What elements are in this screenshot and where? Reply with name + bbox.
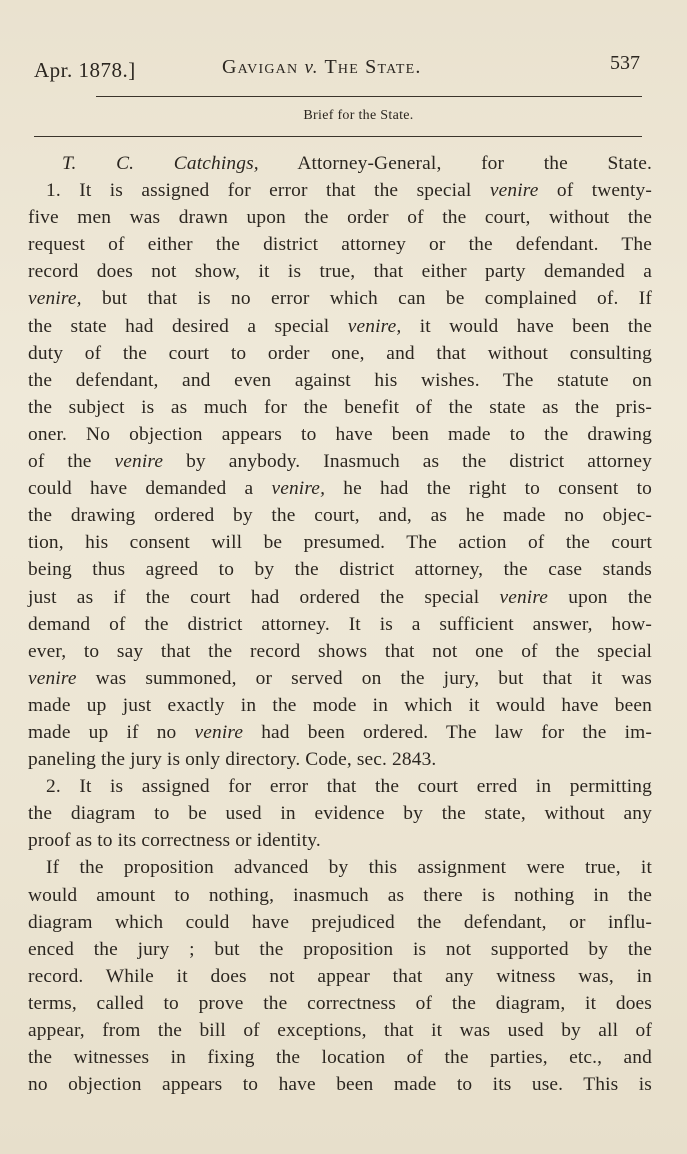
text-run: record. While it does not appear that any witness was, in: [28, 965, 652, 987]
header-title-party1: Gavigan: [222, 56, 299, 78]
text-line: [28, 231, 652, 258]
header-title-party2: The State.: [324, 56, 422, 78]
subheading-text: Brief for the State.: [303, 108, 414, 123]
text-run: 1. It is assigned for error that the special: [46, 180, 490, 202]
text-line: [28, 827, 652, 854]
text-line: [28, 556, 652, 583]
text-run: the diagram to be used in evidence by the state, without any: [28, 803, 652, 825]
header-date: Apr. 1878.]: [34, 58, 136, 82]
text-line: [28, 448, 652, 475]
text-run: 2. It is assigned for error that the court erred in permitting: [46, 776, 652, 798]
text-run: had been ordered. The law for the im-: [243, 721, 652, 743]
text-line: [28, 1071, 652, 1098]
header-rule-top: [96, 96, 642, 97]
text-run: by anybody. Inasmuch as the district attorney: [163, 451, 653, 473]
running-header: [34, 52, 646, 86]
text-line: [28, 719, 652, 746]
text-line: [28, 1017, 652, 1044]
text-run: the subject is as much for the benefit of the state as the pris-: [28, 396, 652, 418]
text-run: diagram which could have prejudiced the defendant, or influ-: [28, 911, 652, 933]
header-rule-bottom: [34, 136, 642, 137]
text-run: it would have been the: [401, 315, 652, 337]
text-line: [28, 367, 652, 394]
text-line: [28, 204, 652, 231]
text-run: the defendant, and even against his wishes. The statute on: [28, 369, 652, 391]
text-line: [28, 909, 652, 936]
text-run: If the proposition advanced by this assignment were true, it: [46, 857, 652, 879]
text-run: the witnesses in fixing the location of the parties, etc., and: [28, 1047, 652, 1069]
text-run: five men was drawn upon the order of the court, without the: [28, 207, 652, 229]
text-run: request of either the district attorney or the defendant. The: [28, 234, 652, 256]
text-line: [28, 313, 652, 340]
text-run: made up if no: [28, 721, 195, 743]
italic-run: venire: [194, 721, 244, 743]
text-run: terms, called to prove the correctness of the diagram, it does: [28, 992, 652, 1014]
text-line: [28, 882, 652, 909]
text-run: upon the: [548, 586, 652, 608]
text-run: record does not show, it is true, that either party demanded a: [28, 261, 652, 283]
text-run: of twenty-: [538, 180, 652, 202]
text-run: but that is no error which can be complained of. If: [81, 288, 652, 310]
text-line: [28, 611, 652, 638]
text-line: [28, 150, 652, 177]
text-line: [28, 773, 652, 800]
italic-run: venire: [499, 586, 549, 608]
text-line: [28, 177, 652, 204]
text-line: [28, 990, 652, 1017]
text-run: was summoned, or served on the jury, but that it was: [76, 667, 652, 689]
text-line: [28, 746, 652, 773]
section-subheading: [0, 108, 687, 124]
italic-run: venire: [114, 451, 164, 473]
text-line: [28, 800, 652, 827]
page-number: 537: [610, 52, 640, 74]
text-line: [28, 692, 652, 719]
text-run: enced the jury ; but the proposition is not supported by the: [28, 938, 652, 960]
italic-run: T. C. Catchings,: [62, 153, 259, 174]
header-case-title: [222, 56, 422, 79]
text-line: [28, 1044, 652, 1071]
text-run: of the: [28, 451, 115, 473]
text-run: the state had desired a special: [28, 315, 348, 337]
text-line: [28, 963, 652, 990]
text-run: would amount to nothing, inasmuch as there is nothing in the: [28, 884, 652, 906]
text-run: he had the right to consent to: [325, 478, 653, 500]
italic-run: venire,: [347, 315, 402, 337]
text-run: no objection appears to have been made to its use. This is: [28, 1074, 652, 1096]
text-line: [28, 502, 652, 529]
text-run: demand of the district attorney. It is a sufficient answer, how-: [28, 613, 652, 635]
text-run: appear, from the bill of exceptions, that it was used by all of: [28, 1020, 652, 1041]
text-run: proof as to its correctness or identity.: [28, 830, 321, 852]
text-run: duty of the court to order one, and that without consulting: [28, 342, 652, 364]
italic-run: venire: [489, 180, 539, 202]
italic-run: venire,: [28, 288, 82, 310]
text-run: Attorney-General, for the State.: [258, 153, 652, 174]
text-line: [28, 854, 652, 881]
text-run: tion, his consent will be presumed. The action of the court: [28, 532, 652, 554]
text-line: [28, 421, 652, 448]
text-run: being thus agreed to by the district attorney, the case stands: [28, 559, 652, 581]
text-run: just as if the court had ordered the special: [28, 586, 500, 608]
text-line: [28, 529, 652, 556]
text-line: [28, 340, 652, 367]
italic-run: venire,: [271, 478, 326, 500]
text-line: [28, 475, 652, 502]
text-line: [28, 936, 652, 963]
text-run: ever, to say that the record shows that not one of the special: [28, 640, 652, 662]
text-line: [28, 638, 652, 665]
body-text: [28, 150, 652, 1098]
text-line: [28, 285, 652, 312]
text-line: [28, 665, 652, 692]
text-run: the drawing ordered by the court, and, as he made no objec-: [28, 505, 652, 527]
text-run: made up just exactly in the mode in which it would have been: [28, 694, 652, 716]
text-line: [28, 258, 652, 285]
italic-run: venire: [28, 667, 77, 689]
text-line: [28, 584, 652, 611]
text-line: [28, 394, 652, 421]
text-run: paneling the jury is only directory. Code, sec. 2843.: [28, 749, 437, 771]
text-run: oner. No objection appears to have been made to the drawing: [28, 423, 652, 445]
header-title-versus: v.: [304, 57, 319, 78]
text-run: could have demanded a: [28, 478, 272, 500]
